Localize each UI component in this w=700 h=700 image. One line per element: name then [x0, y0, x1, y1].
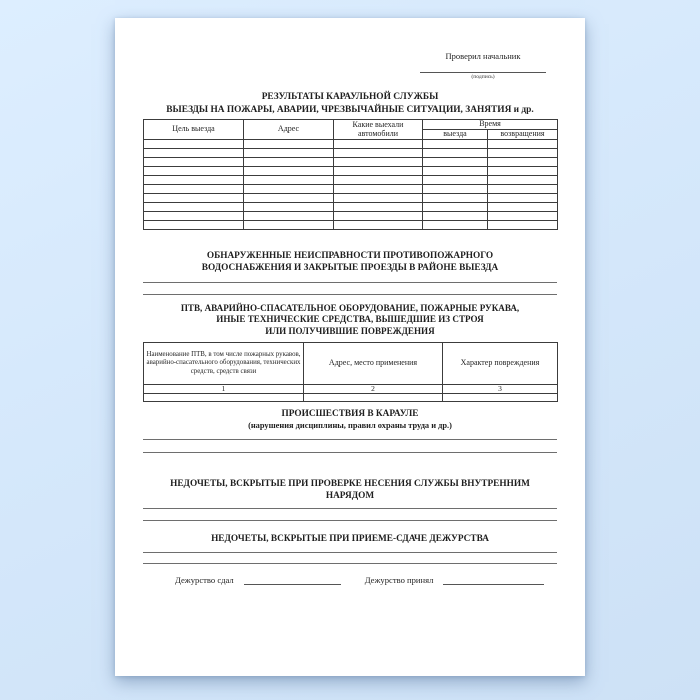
- equipment-table-header: [144, 343, 558, 394]
- empty-row: [144, 394, 558, 402]
- duty-signature-row: [143, 575, 557, 585]
- duty-handed-signature-line: [244, 576, 341, 585]
- empty-cell: [488, 185, 558, 194]
- form-title: [143, 91, 557, 117]
- empty-cell: [334, 194, 423, 203]
- empty-row: [144, 149, 558, 158]
- empty-cell: [244, 167, 334, 176]
- col-header-time-return: возвращения: [488, 130, 558, 140]
- empty-row: [144, 167, 558, 176]
- equipment-heading-line2: ИНЫЕ ТЕХНИЧЕСКИЕ СРЕДСТВА, ВЫШЕДШИЕ ИЗ СТРОЯ: [216, 314, 484, 325]
- write-in-line: [143, 520, 557, 521]
- shift-handover-heading: НЕДОЧЕТЫ, ВСКРЫТЫЕ ПРИ ПРИЕМЕ-СДАЧЕ ДЕЖУРСТВА: [211, 534, 489, 544]
- water-faults-heading-line2: ВОДОСНАБЖЕНИЯ И ЗАКРЫТЫЕ ПРОЕЗДЫ В РАЙОНЕ ВЫЕЗДА: [201, 263, 499, 273]
- empty-cell: [144, 185, 244, 194]
- empty-row: [144, 221, 558, 230]
- empty-cell: [244, 185, 334, 194]
- empty-cell: [144, 221, 244, 230]
- empty-cell: [423, 194, 488, 203]
- write-in-line: [143, 552, 557, 553]
- form-title-line1: РЕЗУЛЬТАТЫ КАРАУЛЬНОЙ СЛУЖБЫ: [261, 92, 439, 102]
- empty-cell: [423, 149, 488, 158]
- empty-cell: [244, 194, 334, 203]
- empty-cell: [144, 149, 244, 158]
- internal-watch-heading: НЕДОЧЕТЫ, ВСКРЫТЫЕ ПРИ ПРОВЕРКЕ НЕСЕНИЯ СЛУЖБЫ ВНУТРЕННИМ НАРЯДОМ: [170, 479, 530, 501]
- empty-cell: [144, 158, 244, 167]
- col-number-3: 3: [443, 385, 558, 394]
- results-table: [143, 119, 558, 230]
- col-header-damage: Характер повреждения: [443, 343, 558, 385]
- verify-block: [420, 51, 546, 81]
- empty-cell: [423, 158, 488, 167]
- empty-cell: [244, 203, 334, 212]
- write-in-line: [143, 563, 557, 564]
- empty-cell: [334, 212, 423, 221]
- empty-cell: [244, 176, 334, 185]
- empty-row: [144, 212, 558, 221]
- duty-accepted-signature-line: [443, 576, 544, 585]
- incidents-heading-subtitle: (нарушения дисциплины, правил охраны труда и др.): [248, 421, 452, 430]
- empty-cell: [244, 140, 334, 149]
- water-faults-heading: [143, 250, 557, 274]
- empty-cell: [423, 167, 488, 176]
- empty-cell: [488, 194, 558, 203]
- empty-cell: [144, 394, 304, 402]
- empty-cell: [488, 167, 558, 176]
- write-in-line: [143, 282, 557, 283]
- empty-cell: [144, 167, 244, 176]
- empty-cell: [244, 221, 334, 230]
- write-in-line: [143, 294, 557, 295]
- verify-label: Проверил начальник: [445, 51, 521, 61]
- empty-cell: [144, 203, 244, 212]
- empty-cell: [334, 176, 423, 185]
- empty-cell: [334, 167, 423, 176]
- duty-handed-label: Дежурство сдал: [175, 575, 234, 585]
- write-in-line: [143, 452, 557, 453]
- col-number-1: 1: [144, 385, 304, 394]
- empty-cell: [423, 176, 488, 185]
- empty-cell: [334, 158, 423, 167]
- col-number-2: 2: [304, 385, 443, 394]
- col-header-purpose: Цель выезда: [144, 120, 244, 140]
- equipment-table: [143, 342, 558, 402]
- empty-cell: [334, 221, 423, 230]
- empty-cell: [423, 140, 488, 149]
- empty-cell: [244, 149, 334, 158]
- empty-cell: [488, 158, 558, 167]
- empty-cell: [488, 221, 558, 230]
- empty-cell: [488, 140, 558, 149]
- empty-cell: [304, 394, 443, 402]
- empty-row: [144, 185, 558, 194]
- col-header-address: Адрес: [244, 120, 334, 140]
- signature-caption: (подпись): [471, 74, 495, 80]
- write-in-line: [143, 508, 557, 509]
- empty-cell: [144, 194, 244, 203]
- empty-cell: [443, 394, 558, 402]
- empty-cell: [244, 212, 334, 221]
- water-faults-heading-line1: ОБНАРУЖЕННЫЕ НЕИСПРАВНОСТИ ПРОТИВОПОЖАРНОГО: [206, 251, 494, 261]
- empty-cell: [423, 185, 488, 194]
- empty-row: [144, 140, 558, 149]
- signature-line: [420, 72, 546, 73]
- empty-row: [144, 203, 558, 212]
- col-header-time: Время: [423, 120, 558, 130]
- empty-cell: [144, 176, 244, 185]
- col-header-time-departure: выезда: [423, 130, 488, 140]
- empty-cell: [334, 185, 423, 194]
- equipment-heading-line1: ПТВ, АВАРИЙНО-СПАСАТЕЛЬНОЕ ОБОРУДОВАНИЕ, ПОЖАРНЫЕ РУКАВА,: [180, 303, 520, 313]
- results-table-header: [144, 120, 558, 140]
- incidents-heading-title: ПРОИСШЕСТВИЯ В КАРАУЛЕ: [281, 409, 419, 419]
- form-page: [115, 18, 585, 676]
- empty-cell: [488, 203, 558, 212]
- empty-cell: [334, 149, 423, 158]
- equipment-heading: [143, 303, 557, 337]
- empty-cell: [423, 212, 488, 221]
- equipment-heading-line3: ИЛИ ПОЛУЧИВШИЕ ПОВРЕЖДЕНИЯ: [265, 325, 435, 336]
- empty-cell: [334, 140, 423, 149]
- empty-cell: [144, 212, 244, 221]
- empty-cell: [488, 212, 558, 221]
- empty-cell: [423, 221, 488, 230]
- empty-row: [144, 176, 558, 185]
- incidents-heading: [143, 408, 557, 432]
- empty-cell: [488, 176, 558, 185]
- empty-cell: [144, 140, 244, 149]
- col-header-equipment-name: Наименование ПТВ, в том числе пожарных рукавов, аварийно-спасательного оборудования, технических средств, средств связи: [144, 343, 304, 385]
- form-title-line2: ВЫЕЗДЫ НА ПОЖАРЫ, АВАРИИ, ЧРЕЗВЫЧАЙНЫЕ СИТУАЦИИ, ЗАНЯТИЯ и др.: [166, 105, 534, 115]
- empty-cell: [334, 203, 423, 212]
- empty-row: [144, 194, 558, 203]
- equipment-empty-rows: [144, 394, 558, 402]
- col-header-place: Адрес, место применения: [304, 343, 443, 385]
- duty-accepted-label: Дежурство принял: [364, 575, 434, 585]
- empty-cell: [244, 158, 334, 167]
- empty-cell: [488, 149, 558, 158]
- results-empty-rows: [144, 140, 558, 230]
- write-in-line: [143, 439, 557, 440]
- empty-row: [144, 158, 558, 167]
- col-header-vehicles: Какие выехали автомобили: [334, 120, 423, 140]
- empty-cell: [423, 203, 488, 212]
